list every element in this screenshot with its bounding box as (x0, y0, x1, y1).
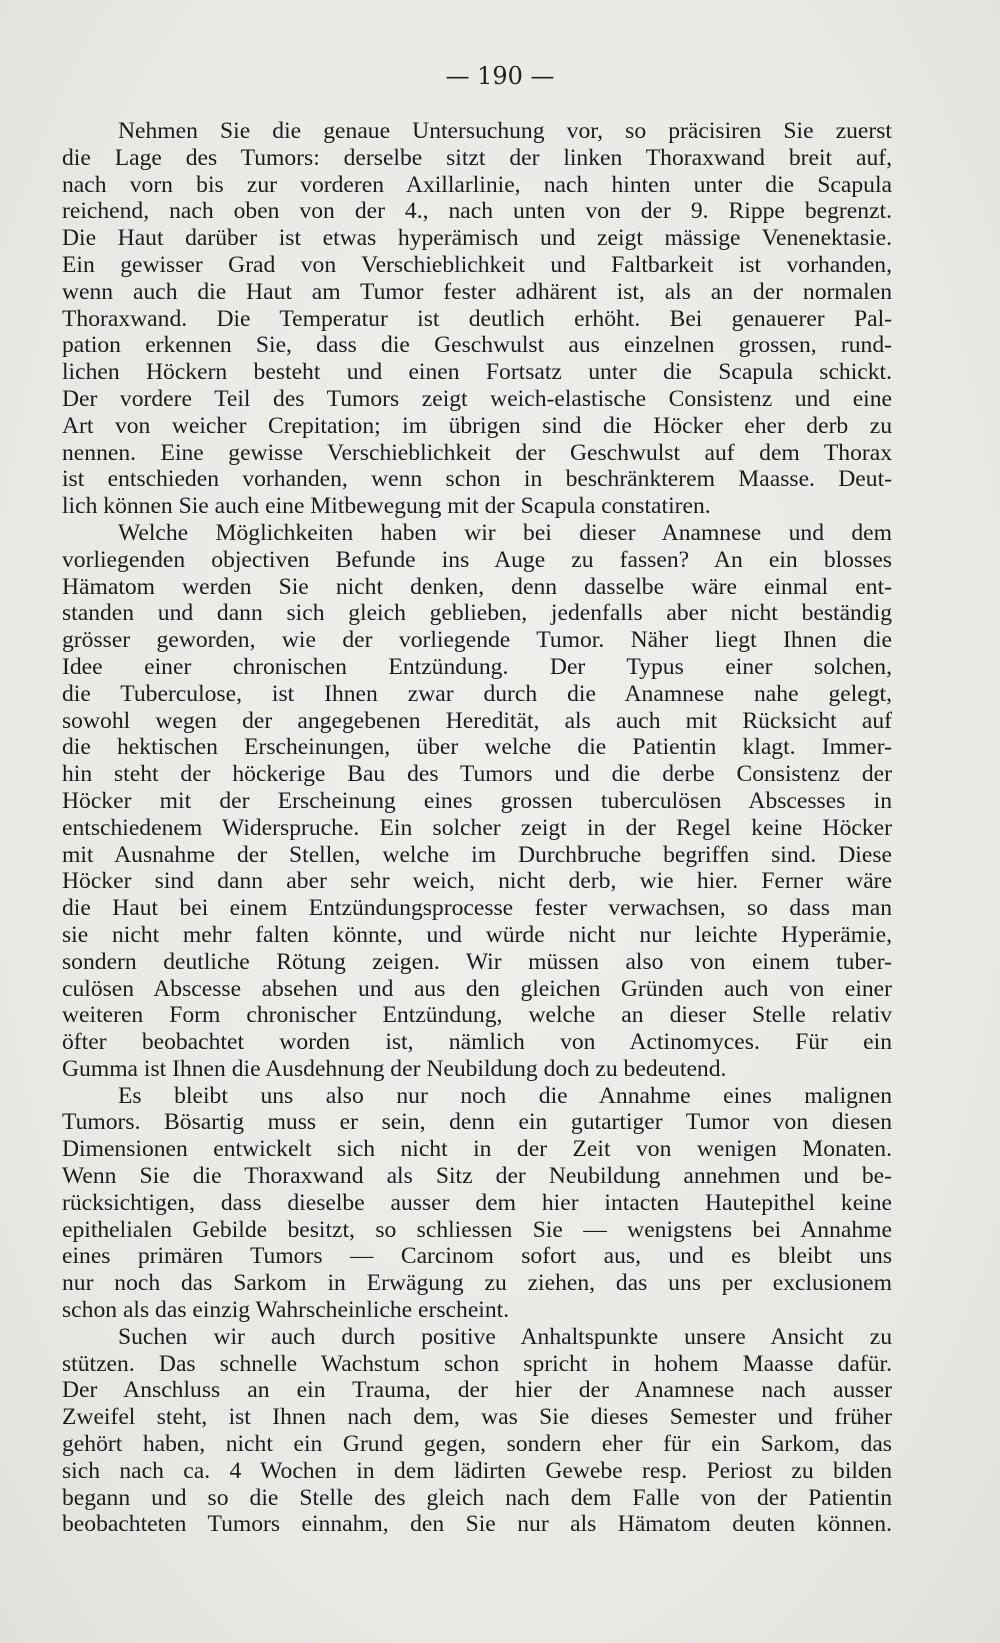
text-line: Idee einer chronischen Entzündung. Der Typus einer solchen, (62, 653, 892, 680)
text-line: culösen Abscesse absehen und aus den gleichen Gründen auch von einer (62, 975, 892, 1002)
text-line: lich können Sie auch eine Mitbewegung mit der Scapula constatiren. (62, 493, 711, 520)
text-line: epithelialen Gebilde besitzt, so schliessen Sie — wenigstens bei Annahme (62, 1216, 892, 1243)
text-line: schon als das einzig Wahrscheinliche erscheint. (62, 1297, 510, 1324)
text-line: pation erkennen Sie, dass die Geschwulst aus einzelnen grossen, rund- (62, 332, 892, 359)
text-line: Tumors. Bösartig muss er sein, denn ein gutartiger Tumor von diesen (62, 1109, 892, 1136)
text-line: weiteren Form chronischer Entzündung, welche an dieser Stelle relativ (62, 1002, 892, 1029)
text-line: Thoraxwand. Die Temperatur ist deutlich erhöht. Bei genauerer Pal- (62, 305, 892, 332)
text-line: Welche Möglichkeiten haben wir bei dieser Anamnese und dem (118, 519, 892, 546)
body-text (62, 118, 892, 1538)
text-line: ist entschieden vorhanden, wenn schon in beschränkterem Maasse. Deut- (62, 466, 892, 493)
text-line: Suchen wir auch durch positive Anhaltspunkte unsere Ansicht zu (118, 1323, 892, 1350)
page-number: — 190 — (445, 62, 555, 90)
text-line: die hektischen Erscheinungen, über welche die Patientin klagt. Immer- (62, 734, 892, 761)
text-line: sie nicht mehr falten könnte, und würde nicht nur leichte Hyperämie, (62, 921, 892, 948)
text-line: beobachteten Tumors einnahm, den Sie nur als Hämatom deuten können. (62, 1511, 892, 1538)
text-line: lichen Höckern besteht und einen Fortsatz unter die Scapula schickt. (62, 359, 892, 386)
text-line: eines primären Tumors — Carcinom sofort aus, und es bleibt uns (62, 1243, 892, 1270)
text-line: standen und dann sich gleich geblieben, jedenfalls aber nicht beständig (62, 600, 892, 627)
text-line: die Haut bei einem Entzündungsprocesse fester verwachsen, so dass man (62, 895, 892, 922)
text-line: wenn auch die Haut am Tumor fester adhärent ist, als an der normalen (62, 278, 892, 305)
text-line: öfter beobachtet worden ist, nämlich von Actinomyces. Für ein (62, 1029, 892, 1056)
text-line: rücksichtigen, dass dieselbe ausser dem hier intacten Hautepithel keine (62, 1189, 892, 1216)
text-line: Ein gewisser Grad von Verschieblichkeit und Faltbarkeit ist vorhanden, (62, 251, 892, 278)
text-line: Hämatom werden Sie nicht denken, denn dasselbe wäre einmal ent- (62, 573, 892, 600)
text-line: Dimensionen entwickelt sich nicht in der Zeit von wenigen Monaten. (62, 1136, 892, 1163)
text-line: Gumma ist Ihnen die Ausdehnung der Neubildung doch zu bedeutend. (62, 1055, 727, 1082)
text-line: Der vordere Teil des Tumors zeigt weich-elastische Consistenz und eine (62, 385, 892, 412)
text-line: sich nach ca. 4 Wochen in dem lädirten Gewebe resp. Periost zu bilden (62, 1457, 892, 1484)
text-line: Der Anschluss an ein Trauma, der hier der Anamnese nach ausser (62, 1377, 892, 1404)
text-line: die Lage des Tumors: derselbe sitzt der linken Thoraxwand breit auf, (62, 144, 892, 171)
text-line: sowohl wegen der angegebenen Heredität, als auch mit Rücksicht auf (62, 707, 892, 734)
text-line: Wenn Sie die Thoraxwand als Sitz der Neubildung annehmen und be- (62, 1163, 892, 1190)
text-line: Höcker sind dann aber sehr weich, nicht derb, wie hier. Ferner wäre (62, 868, 892, 895)
text-line: Zweifel steht, ist Ihnen nach dem, was Sie dieses Semester und früher (62, 1404, 892, 1431)
text-line: entschiedenem Widerspruche. Ein solcher zeigt in der Regel keine Höcker (62, 814, 892, 841)
text-line: nur noch das Sarkom in Erwägung zu ziehen, das uns per exclusionem (62, 1270, 892, 1297)
text-line: stützen. Das schnelle Wachstum schon spricht in hohem Maasse dafür. (62, 1350, 892, 1377)
text-line: nach vorn bis zur vorderen Axillarlinie, nach hinten unter die Scapula (62, 171, 892, 198)
text-line: sondern deutliche Rötung zeigen. Wir müssen also von einem tuber- (62, 948, 892, 975)
text-line: Höcker mit der Erscheinung eines grossen tuberculösen Abscesses in (62, 787, 892, 814)
text-line: grösser geworden, wie der vorliegende Tumor. Näher liegt Ihnen die (62, 627, 892, 654)
text-line: die Tuberculose, ist Ihnen zwar durch die Anamnese nahe gelegt, (62, 680, 892, 707)
text-line: Die Haut darüber ist etwas hyperämisch und zeigt mässige Venenektasie. (62, 225, 892, 252)
text-line: Nehmen Sie die genaue Untersuchung vor, so präcisiren Sie zuerst (118, 118, 892, 144)
text-line: mit Ausnahme der Stellen, welche im Durchbruche begriffen sind. Diese (62, 841, 892, 868)
text-line: Art von weicher Crepitation; im übrigen sind die Höcker eher derb zu (62, 412, 892, 439)
text-line: nennen. Eine gewisse Verschieblichkeit der Geschwulst auf dem Thorax (62, 439, 892, 466)
text-line: gehört haben, nicht ein Grund gegen, sondern eher für ein Sarkom, das (62, 1431, 892, 1458)
text-line: Es bleibt uns also nur noch die Annahme eines malignen (118, 1082, 892, 1109)
text-line: begann und so die Stelle des gleich nach dem Falle von der Patientin (62, 1484, 892, 1511)
text-line: reichend, nach oben von der 4., nach unten von der 9. Rippe begrenzt. (62, 198, 892, 225)
text-line: hin steht der höckerige Bau des Tumors und die derbe Consistenz der (62, 761, 892, 788)
text-line: vorliegenden objectiven Befunde ins Auge zu fassen? An ein blosses (62, 546, 892, 573)
